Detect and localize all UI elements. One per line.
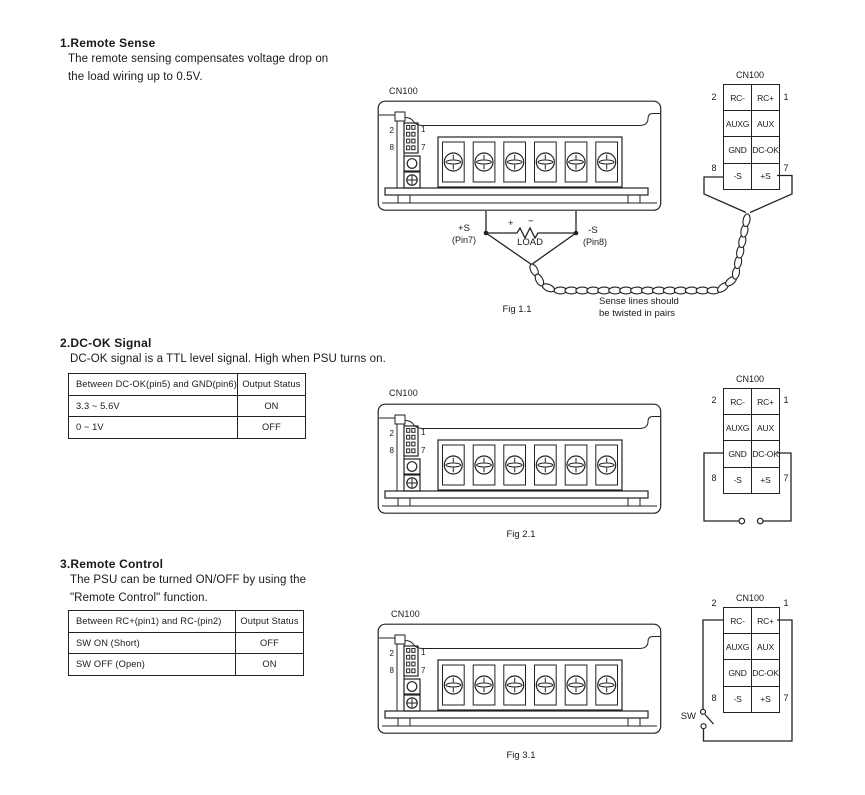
cn100-cell: -S — [724, 686, 752, 712]
spec-table-cell: 0 ~ 1V — [69, 417, 238, 439]
cn100-cell: -S — [724, 163, 752, 189]
pin-number-2-label: 2 — [711, 92, 717, 102]
fig2-psu-rear-panel-drawing — [377, 403, 662, 523]
fig1-load-plus-sign: + — [508, 218, 514, 229]
spec-table-cell: Output Status — [237, 374, 305, 396]
cn100-row — [724, 389, 780, 415]
cn100-cell: AUX — [752, 111, 780, 137]
cn100-cell: -S — [724, 467, 752, 493]
pin-number-1-label: 1 — [783, 92, 789, 102]
fig3-psu-rear-panel-drawing — [377, 623, 662, 743]
pin-number-7-label: 7 — [783, 693, 789, 703]
fig3-switch-label: SW — [680, 711, 696, 722]
fig1-load-label: LOAD — [517, 237, 543, 248]
psu-pin-1-label: 1 — [421, 125, 426, 134]
section3-body-line: The PSU can be turned ON/OFF by using the — [70, 574, 307, 586]
cn100-row — [724, 634, 780, 660]
spec-table-cell: Output Status — [236, 611, 304, 633]
psu-pin-7-label: 7 — [421, 446, 426, 455]
spec-table-cell: OFF — [237, 417, 305, 439]
fig3-psu-cn100-label: CN100 — [391, 609, 421, 619]
cn100-row — [724, 441, 780, 467]
pin-number-1-label: 1 — [783, 395, 789, 405]
cn100-grid — [723, 607, 780, 713]
cn100-row — [724, 85, 780, 111]
sense-note-line: be twisted in pairs — [599, 307, 676, 319]
fig1-pin7-label: (Pin7) — [451, 235, 476, 245]
spec-table-row — [69, 374, 306, 396]
pin-number-8-label: 8 — [711, 163, 717, 173]
cn100-cell: RC+ — [752, 85, 780, 111]
section2-heading: 2.DC-OK Signal — [60, 336, 152, 350]
section2-body-line: DC-OK signal is a TTL level signal. High when PSU turns on. — [70, 353, 386, 365]
cn100-title: CN100 — [735, 593, 764, 603]
cn100-cell: RC- — [724, 608, 752, 634]
psu-pin-8-label: 8 — [389, 143, 394, 152]
cn100-grid — [723, 388, 780, 494]
cn100-cell: AUXG — [724, 415, 752, 441]
spec-table-cell: 3.3 ~ 5.6V — [69, 395, 238, 417]
fig3-cn100-pin-table — [711, 593, 789, 713]
pin-number-8-label: 8 — [711, 693, 717, 703]
cn100-cell: AUX — [752, 634, 780, 660]
cn100-cell: RC+ — [752, 608, 780, 634]
spec-table-cell: Between RC+(pin1) and RC-(pin2) — [69, 611, 236, 633]
psu-pin-8-label: 8 — [389, 446, 394, 455]
section1-body-line: The remote sensing compensates voltage drop on — [68, 53, 329, 65]
pin-number-2-label: 2 — [711, 598, 717, 608]
fig3-caption: Fig 3.1 — [506, 750, 536, 761]
fig1-cn100-pin-table — [711, 70, 789, 190]
fig2-psu-cn100-label: CN100 — [389, 388, 419, 398]
cn100-row — [724, 415, 780, 441]
psu-pin-2-label: 2 — [389, 429, 394, 438]
psu-pin-2-label: 2 — [389, 126, 394, 135]
psu-line-art — [377, 100, 662, 215]
cn100-row — [724, 608, 780, 634]
pin-number-2-label: 2 — [711, 395, 717, 405]
dcok-spec-table — [68, 373, 306, 439]
cn100-row — [724, 686, 780, 712]
section3-body — [70, 572, 306, 607]
cn100-row — [724, 111, 780, 137]
spec-table-cell: OFF — [236, 632, 304, 654]
cn100-cell: GND — [724, 441, 752, 467]
psu-pin-1-label: 1 — [421, 648, 426, 657]
psu-line-art — [377, 403, 662, 518]
psu-case — [378, 404, 661, 513]
cn100-cell: +S — [752, 163, 780, 189]
cn100-cell: GND — [724, 137, 752, 163]
spec-table-grid — [68, 610, 304, 676]
pin-number-7-label: 7 — [783, 163, 789, 173]
cn100-cell: GND — [724, 660, 752, 686]
psu-pin-7-label: 7 — [421, 666, 426, 675]
cn100-grid — [723, 84, 780, 190]
cn100-row — [724, 660, 780, 686]
spec-table-row — [69, 611, 304, 633]
cn100-cell: +S — [752, 686, 780, 712]
cn100-cell: RC+ — [752, 389, 780, 415]
cn100-cell: AUX — [752, 415, 780, 441]
spec-table-row — [69, 654, 304, 676]
section1-body-line: the load wiring up to 0.5V. — [68, 70, 203, 83]
cn100-title: CN100 — [735, 70, 764, 80]
section1-body — [68, 51, 328, 86]
cn100-cell: DC-OK — [752, 441, 780, 467]
psu-case — [378, 101, 661, 210]
cn100-cell: RC- — [724, 389, 752, 415]
psu-pin-8-label: 8 — [389, 666, 394, 675]
cn100-cell: +S — [752, 467, 780, 493]
cn100-cell: RC- — [724, 85, 752, 111]
fig1-sense-note — [599, 296, 679, 319]
pin-number-8-label: 8 — [711, 473, 717, 483]
cn100-row — [724, 163, 780, 189]
spec-table-cell: SW ON (Short) — [69, 632, 236, 654]
psu-line-art — [377, 623, 662, 738]
pin-number-1-label: 1 — [783, 598, 789, 608]
fig2-cn100-pin-table — [711, 374, 789, 494]
psu-pin-7-label: 7 — [421, 143, 426, 152]
fig1-plus-s-label: +S — [458, 223, 470, 234]
cn100-row — [724, 467, 780, 493]
cn100-title: CN100 — [735, 374, 764, 384]
spec-table-row — [69, 632, 304, 654]
cn100-cell: DC-OK — [752, 660, 780, 686]
fig1-psu-rear-panel-drawing — [377, 100, 662, 220]
spec-table-cell: ON — [237, 395, 305, 417]
cn100-row — [724, 137, 780, 163]
section3-heading: 3.Remote Control — [60, 557, 164, 571]
cn100-cell: DC-OK — [752, 137, 780, 163]
fig2-caption: Fig 2.1 — [506, 529, 536, 540]
spec-table-row — [69, 395, 306, 417]
fig1-caption: Fig 1.1 — [502, 304, 532, 315]
fig1-pin8-label: (Pin8) — [582, 237, 607, 247]
spec-table-cell: ON — [236, 654, 304, 676]
cn100-cell: AUXG — [724, 634, 752, 660]
section2-body — [70, 351, 386, 369]
fig1-load-minus-sign: − — [528, 216, 534, 227]
fig1-minus-s-label: -S — [588, 225, 598, 236]
section1-heading: 1.Remote Sense — [60, 36, 156, 50]
psu-case — [378, 624, 661, 733]
pin-number-7-label: 7 — [783, 473, 789, 483]
fig1-psu-cn100-label: CN100 — [389, 86, 419, 96]
sense-note-line: Sense lines should — [599, 296, 679, 307]
section3-body-line: "Remote Control" function. — [70, 591, 208, 604]
psu-pin-2-label: 2 — [389, 649, 394, 658]
spec-table-cell: Between DC-OK(pin5) and GND(pin6) — [69, 374, 238, 396]
psu-pin-1-label: 1 — [421, 428, 426, 437]
cn100-cell: AUXG — [724, 111, 752, 137]
spec-table-row — [69, 417, 306, 439]
spec-table-grid — [68, 373, 306, 439]
remote-control-spec-table — [68, 610, 304, 676]
spec-table-cell: SW OFF (Open) — [69, 654, 236, 676]
